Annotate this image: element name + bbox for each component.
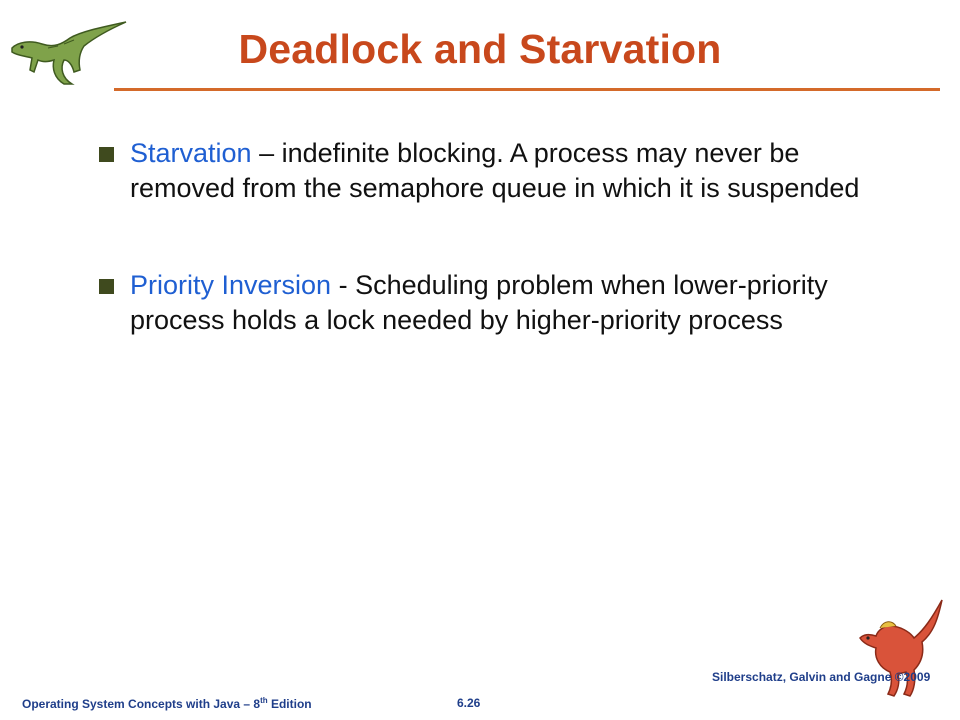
footer-page-number: 6.26	[457, 696, 481, 710]
square-bullet-icon	[99, 279, 114, 294]
bullet-text: – indefinite blocking. A process may never be removed from the semaphore queue in which it is suspended	[130, 138, 860, 203]
footer-book-title-text: Operating System Concepts with Java – 8	[22, 697, 261, 711]
footer-book-title-tail: Edition	[267, 697, 312, 711]
title-underline	[114, 88, 940, 91]
footer-superscript: th	[260, 696, 268, 705]
footer-book-title	[22, 696, 312, 711]
bullet-term: Starvation	[130, 138, 252, 168]
bullet-starvation	[96, 136, 896, 206]
bullet-term: Priority Inversion	[130, 270, 332, 300]
bullet-priority-inversion	[96, 268, 896, 338]
square-bullet-icon	[99, 147, 114, 162]
footer-authors: Silberschatz, Galvin and Gagne ©2009	[712, 670, 931, 684]
slide-title: Deadlock and Starvation	[238, 26, 722, 72]
bullet-text: - Scheduling problem when lower-priority process holds a lock needed by higher-priority process	[130, 270, 828, 335]
bullet-list	[96, 136, 896, 338]
